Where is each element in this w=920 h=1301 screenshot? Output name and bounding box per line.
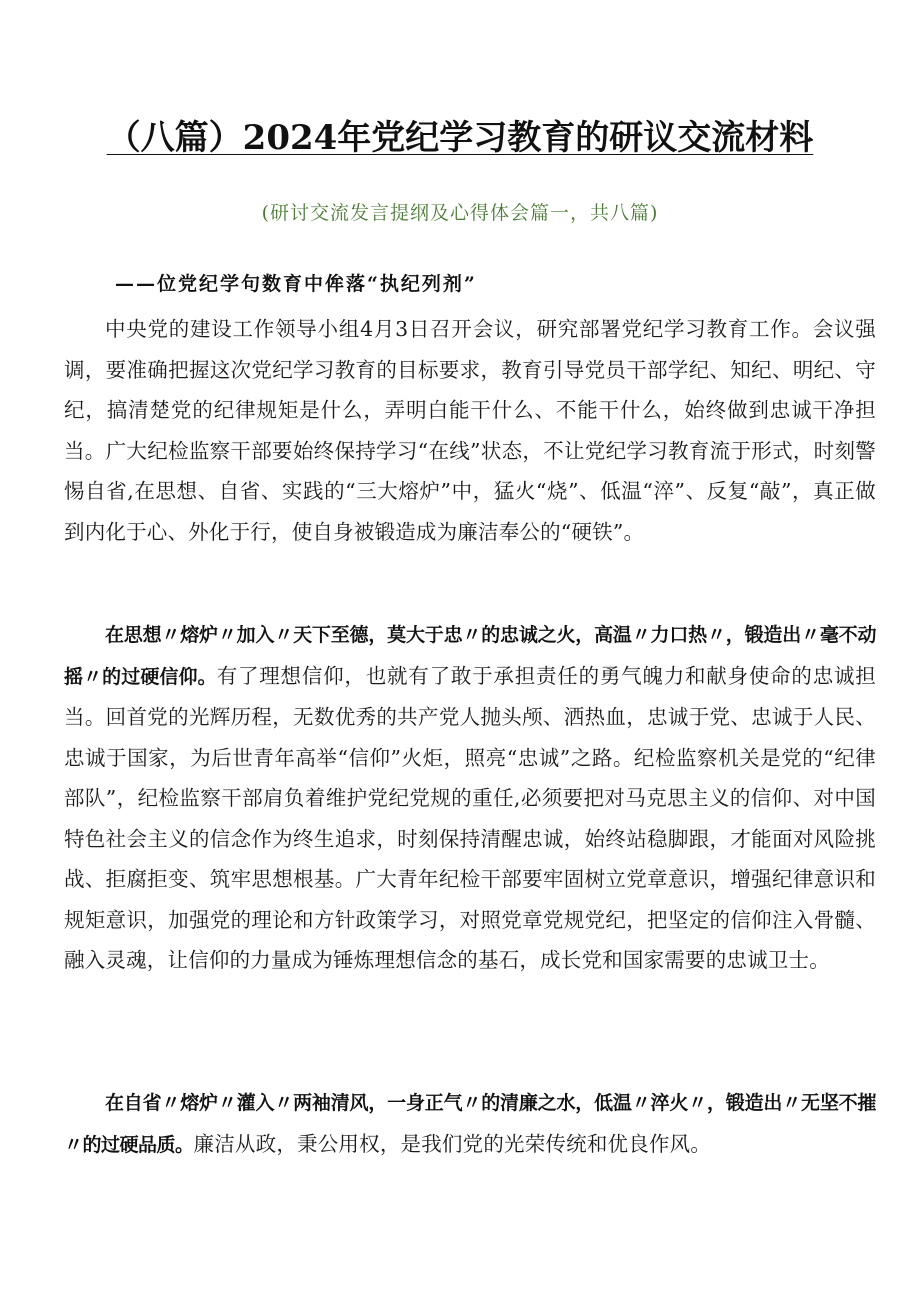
paragraph-lead: 在思想〃熔炉〃加入〃天下至德，莫大于忠〃的忠诚之火，高温〃力口热〃，锻造出〃毫不动摇〃的过硬信仰。 [64, 624, 876, 688]
paragraph-text: 中央党的建设工作领导小组4月3日召开会议，研究部署党纪学习教育工作。会议强调，要准确把握这次党纪学习教育的目标要求，教育引导党员干部学纪、知纪、明纪、守纪，搞清楚党的纪律规矩是什么，弄明白能干什么、不能干什么，始终做到忠诚干净担当。广大纪检监察干部要始终保持学习“在线”状态，不让党纪学习教育流于形式，时刻警惕自省,在思想、自省、实践的“三大熔炉”中，猛火“烧”、低温“淬”、反复“敲”，真正做到内化于心、外化于行，使自身被锻造成为廉洁奉公的“硬铁”。 [64, 317, 876, 544]
document-subtitle: (研讨交流发言提纲及心得体会篇一，共八篇) [261, 202, 659, 224]
paragraph-lead: 在自省〃熔炉〃灌入〃两袖清风，一身正气〃的清廉之水，低温〃淬火〃，锻造出〃无坚不摧〃的过硬品质。 [64, 1092, 876, 1156]
section-heading: ——位党纪学句数育中侔落“执纪列剂” [115, 273, 477, 295]
paragraph-text: 廉洁从政，秉公用权，是我们党的光荣传统和优良作风。 [193, 1131, 712, 1156]
paragraph-text: 有了理想信仰，也就有了敢于承担责任的勇气魄力和献身使命的忠诚担当。回首党的光辉历程，无数优秀的共产党人抛头颅、洒热血，忠诚于党、忠诚于人民、忠诚于国家，为后世青年高举“信仰”火炬，照亮“忠诚”之路。纪检监察机关是党的“纪律部队”，纪检监察干部肩负着维护党纪党规的重任,必须要把对马克思主义的信仰、对中国特色社会主义的信念作为终生追求，时刻保持清醒忠诚，始终站稳脚跟，才能面对风险挑战、拒腐拒变、筑牢思想根基。广大青年纪检干部要牢固树立党章意识，增强纪律意识和规矩意识，加强党的理论和方针政策学习，对照党章党规党纪，把坚定的信仰注入骨髓、融入灵魂，让信仰的力量成为锤炼理想信念的基石，成长党和国家需要的忠诚卫士。 [64, 663, 876, 972]
paragraph [64, 309, 876, 552]
paragraph [64, 614, 876, 981]
document-title: （八篇）2024年党纪学习教育的研议交流材料 [106, 118, 814, 158]
paragraph [64, 1082, 876, 1165]
